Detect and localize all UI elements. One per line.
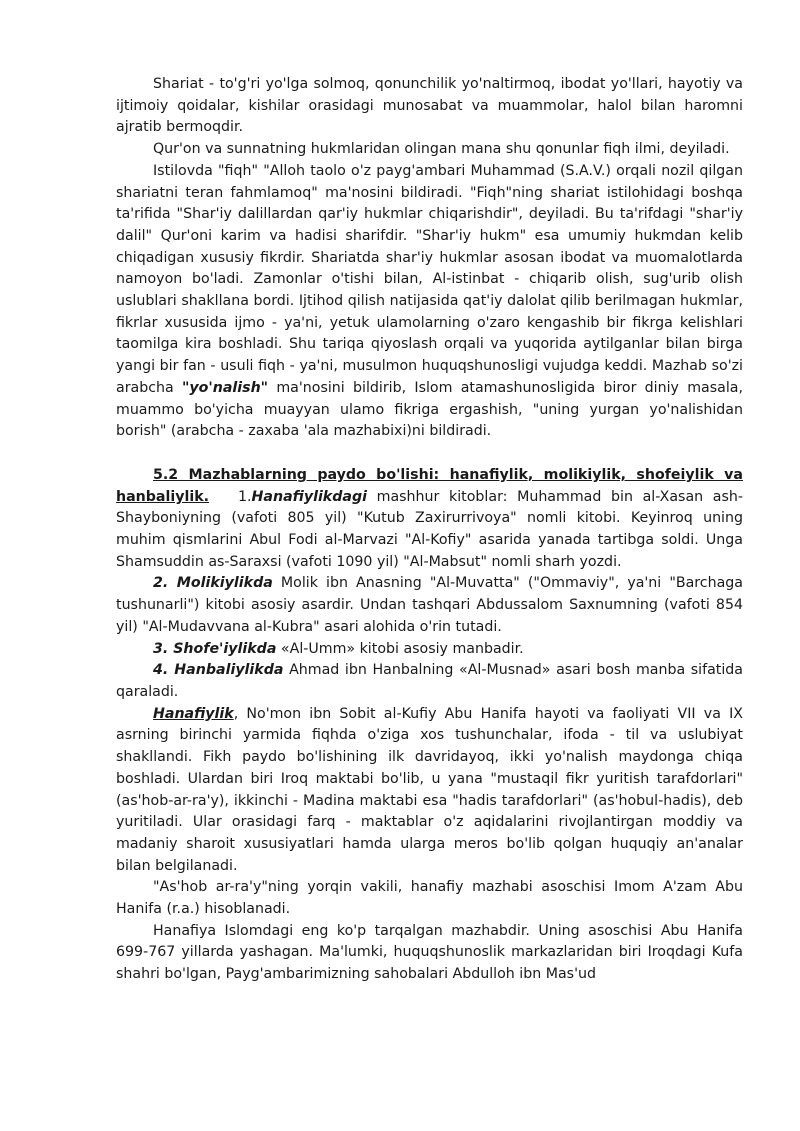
paragraph-molikiylik bbox=[116, 573, 743, 638]
paragraph-text: Istilovda "fiqh" "Alloh taolo o'z payg'ambari Muhammad (S.A.V.) orqali nozil qilgan shariatni teran fahmlamoq" ma'nosini bildiradi. "Fiqh"ning shariat istilohidagi boshqa ta'rifida "Shar'iy dalillardan qar'iy hukmlar chiqarishdir", deyiladi. Bu ta'rifdagi "shar'iy dalil" Qur'oni karim va hadisi sharifdir. "Shar'iy hukm" esa umumiy hukmdan kelib chiqadigan xususiy fikrdir. Shariatda shar'iy hukmlar asosan ibodat va muomalotlarda namoyon bo'ladi. Zamonlar o'tishi bilan, Al-istinbat - chiqarib olish, sug'urib olish uslublari shakllana bordi. Ijtihod qilish natijasida qat'iy dalolat qilib berilmagan hukmlar, fikrlar xususida ijmo - ya'ni, yetuk ulamolarning o'zaro kengashib bir fikrga kelishlari taomilga kira boshladi. Shu tariqa qiyoslash orqali va yuqorida aytilganlar bilan birga yangi bir fan - usuli fiqh - ya'ni, musulmon huquqshunosligi vujudga keddi. Mazhab so'zi arabcha bbox=[116, 162, 743, 396]
paragraph-text: Molik ibn Anasning "Al-Muvatta" ("Ommaviy", ya'ni "Barchaga tushunarli") kitobi asosiy asardir. Undan tashqari Abdussalom Saxnumning (vafoti 854 yil) "Al-Mudavvana al-Kubra" asari alohida o'rin tutadi. bbox=[116, 575, 743, 635]
term-hanafiylikdagi: Hanafiylikdagi bbox=[251, 488, 367, 505]
paragraph-fiqh-definition: Qur'on va sunnatning hukmlaridan olingan mana shu qonunlar fiqh ilmi, deyiladi. bbox=[153, 141, 730, 158]
term-shofeiylikda: 3. Shofe'iylikda bbox=[153, 640, 277, 657]
paragraph-hanbaliylik bbox=[116, 660, 743, 703]
term-molikiylikda: 2. Molikiylikda bbox=[153, 575, 273, 592]
italic-term: "yo'nalish" bbox=[182, 379, 269, 396]
list-number: 1. bbox=[238, 488, 252, 505]
section-heading-paragraph bbox=[116, 465, 743, 574]
paragraph-ashob-ar-ray: "As'hob ar-ra'y"ning yorqin vakili, hanafiy mazhabi asoschisi Imom A'zam Abu Hanifa (r.a.) hisoblanadi. bbox=[116, 879, 743, 918]
term-hanbaliylikda: 4. Hanbaliylikda bbox=[153, 662, 284, 679]
paragraph-hanafiya: Hanafiya Islomdagi eng ko'p tarqalgan mazhabdir. Uning asoschisi Abu Hanifa 699-767 yillarda yashagan. Ma'lumki, huquqshunoslik markazlaridan biri Iroqdagi Kufa shahri bo'lgan, Payg'ambarimizning sahobalari Abdulloh ibn Mas'ud bbox=[116, 922, 743, 983]
paragraph-hanafiylik bbox=[116, 704, 743, 878]
term-hanafiylik: Hanafiylik bbox=[153, 705, 234, 722]
section-heading: 5.2 Mazhablarning paydo bo'lishi: hanafiylik, molikiylik, shofeiylik va hanbaliylik. bbox=[116, 466, 743, 505]
paragraph-shariat: Shariat - to'g'ri yo'lga solmoq, qonunchilik yo'naltirmoq, ibodat yo'llari, hayotiy va ijtimoiy qoidalar, kishilar orasidagi munosabat va muammolar, halol bilan haromni ajratib bermoqdir. bbox=[116, 76, 743, 136]
paragraph-text: Ahmad ibn Hanbalning «Al-Musnad» asari bosh manba sifatida qaraladi. bbox=[116, 662, 743, 700]
paragraph-text: ma'nosini bildirib, Islom atamashunosligida biror diniy masala, muammo bo'yicha muayyan ulamo fikriga ergashish, "uning yurgan yo'nalishidan borish" (arabcha - zaxaba 'ala mazhabixi)ni bildiradi. bbox=[116, 379, 743, 440]
paragraph-shofeiylik bbox=[116, 639, 743, 661]
paragraph-istilovda bbox=[116, 161, 743, 443]
paragraph-text: «Al-Umm» kitobi asosiy manbadir. bbox=[276, 640, 524, 657]
paragraph-text: , No'mon ibn Sobit al-Kufiy Abu Hanifa hayoti va faoliyati VII va IX asrning birinchi yarmida fiqhda o'ziga xos tushunchalar, ifoda - til va uslubiyat shakllandi. Fikh paydo bo'lishining ilk davridayoq, ikki yo'nalish maydonga chiqa boshladi. Ulardan biri Iroq maktabi bo'lib, u yana "mustaqil fikr yuritish tarafdorlari" (as'hob-ar-ra'y), ikkinchi - Madina maktabi esa "hadis tarafdorlari" (as'hobul-hadis), deb yuritiladi. Ular orasidagi farq - maktablar o'z aqidalarini rivojlantirgan moddiy va madaniy sharoit xususiyatlari hamda ularga meros bo'lib qolgan huquqiy an'analar bilan belgilanadi. bbox=[116, 705, 743, 874]
paragraph-text: mashhur kitoblar: Muhammad bin al-Xasan ash-Shayboniyning (vafoti 805 yil) "Kutub Zaxirurrivoya" nomli kitobi. Keyinroq uning muhim qismlarini Abul Fodi al-Marvazi "Al-Kofiy" asarida yanada tartibga soldi. Unga Shamsuddin as-Saraxsi (vafoti 1090 yil) "Al-Mabsut" nomli sharh yozdi. bbox=[116, 488, 743, 570]
spacer bbox=[116, 443, 743, 465]
